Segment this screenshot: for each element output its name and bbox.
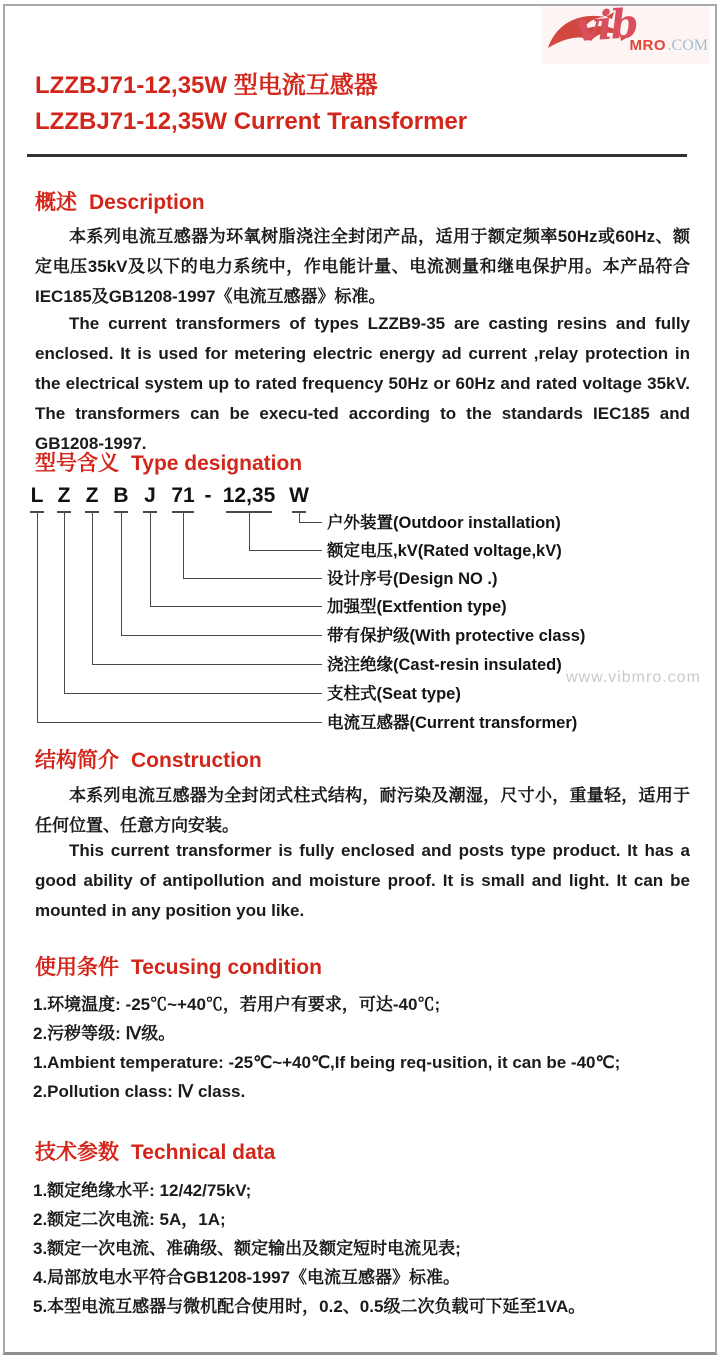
heading-description-cn: 概述 [35,191,77,214]
tick-1235 [226,511,272,513]
tick-W [292,511,306,513]
section-heading-type-designation [35,447,302,477]
description-paragraph-cn: 本系列电流互感器为环氧树脂浇注全封闭产品，适用于额定频率50Hz或60Hz、额定电压35kV及以下的电力系统中，作电能计量、电流测量和继电保护用。本产品符合IEC185及GB1208-1997《电流互感器》标准。 [35,227,690,306]
connector-71 [183,512,322,579]
conditions-list [33,990,693,1106]
tick-Z2 [85,511,99,513]
diagram-label-design-no: 设计序号(Design NO .) [327,570,498,588]
heading-construction-en: Construction [131,749,262,772]
section-heading-conditions [35,951,322,981]
construction-paragraph-en: This current transformer is fully enclosed and posts type product. It has a good ability of antipollution and moisture proof. It is small and light. It can be mounted in any position you like. [35,841,690,920]
logo-mro-text: MRO [629,37,666,54]
connector-Z1 [64,512,322,694]
logo-com-text: .COM [667,37,708,54]
code-letter-B: B [113,484,129,507]
page-title-en: LZZBJ71-12,35W Current Transformer [35,108,468,135]
diagram-label-cast-resin: 浇注绝缘(Cast-resin insulated) [327,656,562,674]
code-letter-Z1: Z [57,484,71,507]
connector-J [150,512,322,607]
connector-Z2 [92,512,322,665]
logo-script-text: vib [574,0,638,52]
heading-description-en: Description [89,191,205,214]
diagram-label-seat-type: 支柱式(Seat type) [327,685,461,703]
heading-technical-cn: 技术参数 [35,1141,119,1164]
section-heading-construction [35,744,262,774]
section-heading-technical [35,1136,275,1166]
heading-technical-en: Technical data [131,1141,276,1164]
diagram-label-extension: 加强型(Extfention type) [327,598,507,616]
heading-type-en: Type designation [131,452,303,475]
connector-W [299,512,322,523]
diagram-label-outdoor: 户外装置(Outdoor installation) [327,514,561,532]
tick-Z1 [57,511,71,513]
heading-conditions-en: Tecusing condition [131,956,322,979]
watermark-text: www.vibmro.com [566,669,701,686]
connector-L [37,512,322,723]
code-letter-L: L [30,484,44,507]
page-title-cn: LZZBJ71-12,35W 型电流互感器 [35,72,378,99]
heading-conditions-cn: 使用条件 [35,956,119,979]
page-title [35,68,467,140]
code-letter-W: W [289,484,309,507]
condition-item: 1.Ambient temperature: -25℃~+40℃,If being req-usition, it can be -40℃; [33,1053,621,1072]
section-heading-description [35,186,205,216]
connector-B [121,512,322,636]
vibmro-logo [542,0,710,64]
code-letter-Z2: Z [85,484,99,507]
technical-list [33,1176,693,1321]
tick-L [30,511,44,513]
construction-paragraph-cn: 本系列电流互感器为全封闭式柱式结构，耐污染及潮湿，尺寸小，重量轻，适用于任何位置、任意方向安装。 [35,786,690,835]
code-dash: - [204,484,212,507]
heading-type-cn: 型号含义 [35,452,119,475]
description-paragraph-en: The current transformers of types LZZB9-35 are casting resins and fully enclosed. It is used for metering electric energy ad current ,relay protection in the electrical system up to rated frequency 50Hz or 60Hz and rated voltage 35kV. The transformers can be execu-ted according to the standards IEC185 and GB1208-1997. [35,314,690,453]
technical-item: 4.局部放电水平符合GB1208-1997《电流互感器》标准。 [33,1268,460,1287]
diagram-label-current-transformer: 电流互感器(Current transformer) [327,714,578,732]
code-number-71: 71 [171,484,195,507]
technical-item: 5.本型电流互感器与微机配合使用时，0.2、0.5级二次负载可下延至1VA。 [33,1297,586,1316]
connector-1235 [249,512,322,551]
condition-item: 2.污秽等级: Ⅳ级。 [33,1024,176,1043]
tick-B [114,511,128,513]
diagram-label-rated-voltage: 额定电压,kV(Rated voltage,kV) [327,542,562,560]
condition-item: 2.Pollution class: Ⅳ class. [33,1082,246,1101]
condition-item: 1.环境温度: -25℃~+40℃，若用户有要求，可达-40℃; [33,995,441,1014]
technical-item: 2.额定二次电流: 5A，1A; [33,1210,226,1229]
title-divider [27,154,687,157]
diagram-label-protective: 带有保护级(With protective class) [327,627,586,645]
heading-construction-cn: 结构简介 [35,749,119,772]
tick-J [143,511,157,513]
technical-item: 1.额定绝缘水平: 12/42/75kV; [33,1181,252,1200]
tick-71 [172,511,194,513]
code-letter-J: J [144,484,156,507]
technical-item: 3.额定一次电流、准确级、额定输出及额定短时电流见表; [33,1239,461,1258]
code-number-1235: 12,35 [222,484,276,507]
